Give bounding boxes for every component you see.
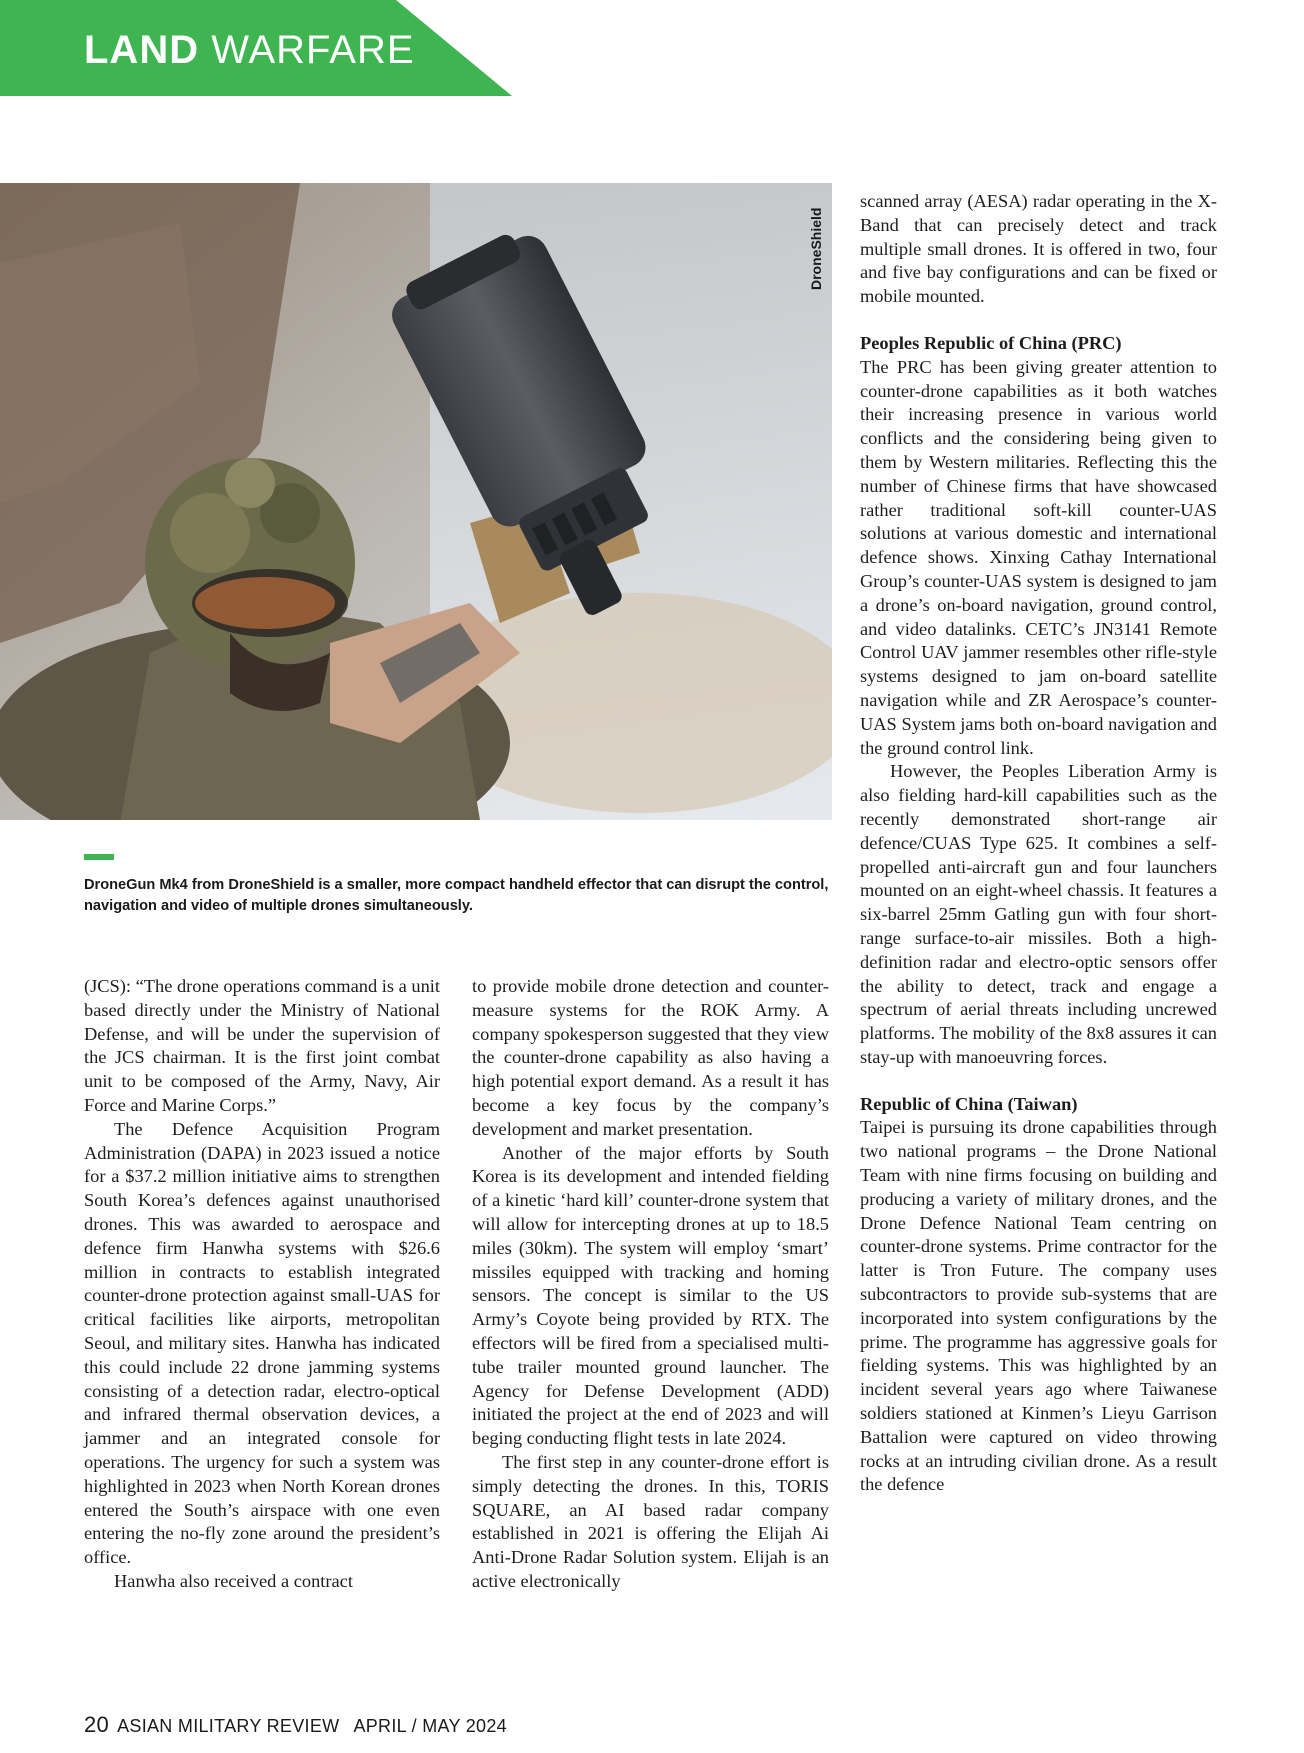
paragraph: (JCS): “The drone operations command is a unit based directly under the Ministry of National Defense, and will be under the supervision of the JCS chairman. It is the first joint combat unit to be composed of the Army, Navy, Air Force and Marine Corps.”: [84, 976, 440, 1115]
paragraph: scanned array (AESA) radar operating in the X-Band that can precisely detect and track multiple small drones. It is offered in two, four and five bay configurations and can be fixed or mobile mounted.: [860, 191, 1217, 307]
caption-accent-bar: [84, 854, 114, 860]
paragraph: Hanwha also received a contract: [114, 1570, 353, 1591]
article-photo: [0, 183, 832, 820]
text-column-1: [84, 975, 440, 1594]
paragraph: Another of the major efforts by South Korea is its development and intended fielding of a kinetic ‘hard kill’ counter-drone system that will allow for intercepting drones at up to 18.5 miles (30km). The system will employ ‘smart’ missiles equipped with tracking and homing sensors. The concept is similar to the US Army’s Coyote being provided by RTX. The effectors will be fired from a specialised multi-tube trailer mounted ground launcher. The Agency for Defense Development (ADD) initiated the project at the end of 2023 and will beging conducting flight tests in late 2024.: [472, 1142, 829, 1449]
text-column-2: [472, 975, 829, 1594]
page-footer: [84, 1712, 507, 1738]
page-number: 20: [84, 1712, 110, 1737]
photo-credit: DroneShield: [808, 207, 824, 290]
section-title-light: WARFARE: [211, 28, 415, 72]
drone-gun-photo-illustration: [0, 183, 832, 820]
section-title-bold: LAND: [84, 28, 200, 72]
text-column-3: [860, 190, 1217, 1497]
paragraph: Taipei is pursuing its drone capabilities through two national programs – the Drone National Team with nine firms focusing on building and producing a variety of military drones, and the Drone Defence National Team centring on counter-drone systems. Prime contractor for the latter is Tron Future. The company uses subcontractors to provide sub-systems that are incorporated into system configurations by the prime. The programme has aggressive goals for fielding systems. This was highlighted by an incident several years ago where Taiwanese soldiers stationed at Kinmen’s Lieyu Garrison Battalion were captured on video throwing rocks at an intruding civilian drone. As a result the defence: [860, 1117, 1217, 1495]
issue-date: APRIL / MAY 2024: [353, 1716, 507, 1736]
paragraph: However, the Peoples Liberation Army is also fielding hard-kill capabilities such as the recently demonstrated short-range air defence/CUAS Type 625. It combines a self-propelled anti-aircraft gun and four launchers mounted on an eight-wheel chassis. It features a six-barrel 25mm Gatling gun with four short-range surface-to-air missiles. Both a high-definition radar and electro-optic sensors offer the ability to detect, track and engage a spectrum of aerial threats including uncrewed platforms. The mobility of the 8x8 assures it can stay-up with manoeuvring forces.: [860, 761, 1217, 1067]
subheading-taiwan: Republic of China (Taiwan): [860, 1093, 1078, 1114]
publication-name: ASIAN MILITARY REVIEW: [117, 1716, 340, 1736]
photo-caption: DroneGun Mk4 from DroneShield is a smaller, more compact handheld effector that can disrupt the control, navigation and video of multiple drones simultaneously.: [84, 877, 829, 914]
section-title: [84, 30, 415, 70]
paragraph: to provide mobile drone detection and counter-measure systems for the ROK Army. A company spokesperson suggested that they view the counter-drone capability as also having a high potential export demand. As a result it has become a key focus by the company’s development and market presentation.: [472, 976, 830, 1139]
paragraph: The Defence Acquisition Program Administration (DAPA) in 2023 issued a notice for a $37.2 million initiative aims to strengthen South Korea’s defences against unauthorised drones. This was awarded to aerospace and defence firm Hanwha systems with $26.6 million in contracts to establish integrated counter-drone protection against small-UAS for critical facilities like airports, metropolitan Seoul, and military sites. Hanwha has indicated this could include 22 drone jamming systems consisting of a detection radar, electro-optical and infrared thermal observation devices, a jammer and an integrated console for operations. The urgency for such a system was highlighted in 2023 when North Korean drones entered the South’s airspace with one even entering the no-fly zone around the president’s office.: [84, 1118, 440, 1568]
subheading-prc: Peoples Republic of China (PRC): [860, 332, 1122, 353]
paragraph: The PRC has been giving greater attention to counter-drone capabilities as it both watches their increasing presence in various world conflicts and the considering being given to them by Western militaries. Reflecting this the number of Chinese firms that have showcased rather traditional soft-kill counter-UAS solutions at various domestic and international defence shows. Xinxing Cathay International Group’s counter-UAS system is designed to jam a drone’s on-board navigation, ground control, and video datalinks. CETC’s JN3141 Remote Control UAV jammer resembles other rifle-style systems designed to jam on-board satellite navigation while and ZR Aerospace’s counter-UAS System jams both on-board navigation and the ground control link.: [860, 356, 1217, 758]
paragraph: The first step in any counter-drone effort is simply detecting the drones. In this, TORIS SQUARE, an AI based radar company established in 2021 is offering the Elijah Ai Anti-Drone Radar Solution system. Elijah is an active electronically: [472, 1451, 829, 1591]
